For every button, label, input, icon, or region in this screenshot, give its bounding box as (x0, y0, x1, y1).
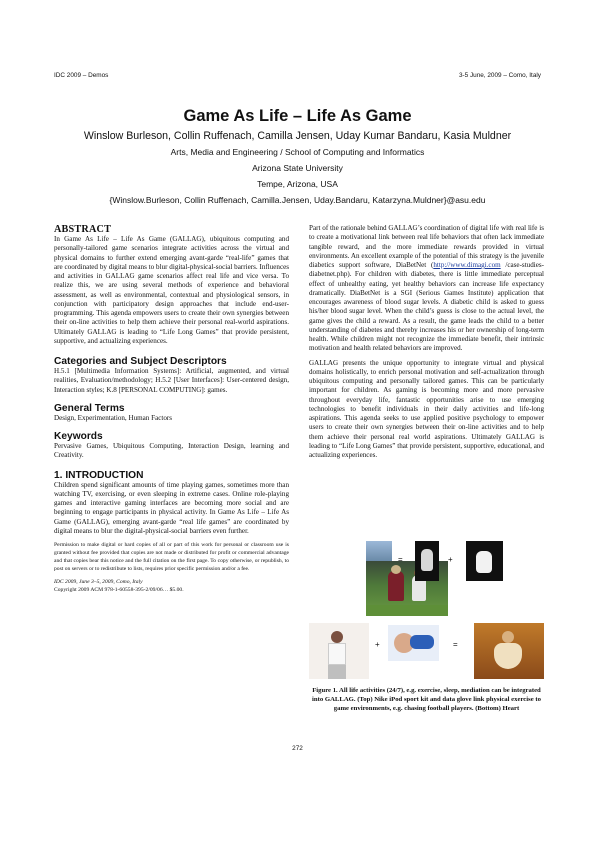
dimagi-link[interactable]: http://www.dimagi.com (433, 261, 501, 269)
author-emails: {Winslow.Burleson, Collin Ruffenach, Camilla.Jensen, Uday.Bandaru, Katarzyna.Muldner}@asu.edu (109, 195, 486, 205)
author-list: Winslow Burleson, Collin Ruffenach, Camilla Jensen, Uday Kumar Bandaru, Kasia Muldner (83, 130, 512, 142)
hand-glove-image (415, 541, 439, 581)
equals-sign-top: = (398, 555, 403, 564)
categories-text: H.5.1 [Multimedia Information Systems]: Artificial, augmented, and virtual realities, Evaluation/methodology; H.5.2 [User Interfaces]: User-centered design, Interaction styles; K.8 [PERSONAL COMPUTING]: games. (54, 367, 289, 394)
introduction-heading: 1. INTRODUCTION (54, 469, 144, 481)
data-glove-image (466, 541, 503, 581)
introduction-text: Children spend significant amounts of time playing games, sometimes more than watching TV, exercising, or even sleeping in extreme cases. Online role-playing games and interactive gaming interfaces are becoming more social and are beginning to engage participants in physical activity. In Game As Life – Life As Game (GALLAG), emerging avant-garde “real life games” are coordinated by digital means to blur the digital-physical-social barriers even further. (54, 480, 289, 535)
abstract-heading: ABSTRACT (54, 224, 112, 235)
permission-notice: Permission to make digital or hard copies of all or part of this work for personal or classroom use is granted without fee provided that copies are not made or distributed for profit or commercial advantage and that copies bear this notice and the full citation on the first page. To copy otherwise, or republish, to post on servers or to redistribute to lists, requires prior specific permission and/or a fee. (54, 542, 289, 572)
heart-rate-monitor-image (388, 625, 439, 661)
keywords-heading: Keywords (54, 431, 103, 442)
opportunity-paragraph: GALLAG presents the unique opportunity to integrate virtual and physical domains holistically, to enrich personal motivation and self-actualization through ubiquitous computing and personally tailored games. This can be particularly important for children. As gaming is becoming more and more pervasive throughout everyday life, fantastic opportunities arise to use emerging technologies to benefit individuals in their daily activities and life-long aspirations. This agenda seeks to use applied positive psychology to empower users to create their own synergies between their on-line activities and to help them achieve their personal real world aspirations. Ultimately GALLAG is leading to “Life Long Games” that provide persistent, supportive, educational, and actualizing experiences. (309, 358, 544, 459)
copyright-line: Copyright 2009 ACM 978-1-60558-395-2/09/06… $5.00. (54, 587, 184, 593)
page-number: 272 (292, 745, 303, 752)
categories-heading: Categories and Subject Descriptors (54, 356, 227, 367)
affiliation-city: Tempe, Arizona, USA (257, 179, 338, 189)
figure-caption: Figure 1. All life activities (24/7), e.g. exercise, sleep, mediation can be integrated into GALLAG. (Top) Nike iPod sport kit and data glove link physical exercise to game environments, e.g. chasing football players. (Bottom) Heart (312, 687, 541, 712)
person-sitting-image (309, 623, 369, 679)
general-terms-heading: General Terms (54, 402, 125, 414)
left-column (54, 224, 289, 594)
affiliation-university: Arizona State University (252, 163, 343, 173)
plus-sign-top: + (448, 555, 453, 564)
conference-line: IDC 2009, June 3–5, 2009, Como, Italy (54, 579, 143, 585)
equals-sign-bottom: = (453, 640, 458, 649)
stadium-thumbnail-image (366, 541, 392, 561)
rationale-paragraph: Part of the rationale behind GALLAG’s coordination of digital life with real life is to create a motivational link between real life behaviors that often lack immediate tangible reward, and the more immediate rewards provided in virtual environments. An excellent example of the potential of this strategy is the juvenile diabetics support software, DiaBetNet (http://www.dimagi.com /case-studies-diabetnet.php). For children with diabetes, there is little immediate perceptual effect of unhealthy eating, yet healthy behaviors can increase life expectancy dramatically. DiaBetNet is a SGI (Serious Games Institute) application that encourages awareness of blood sugar levels. A diabetic child is asked to guess his/her blood sugar level. When the child’s guess is close to the actual level, the game gives the child a reward. As a result, the game leads the child to a better understanding of diabetes and thereby increases his or her ownership of long-term health. While children might not recognize the immediate benefit, their intrinsic motivation and health related behaviors are improved. (309, 224, 544, 353)
plus-sign-bottom: + (375, 640, 380, 649)
meditation-avatar-image (474, 623, 544, 679)
abstract-text: In Game As Life – Life As Game (GALLAG), ubiquitous computing and personally-tailored game scenarios integrate activities across the virtual and physical domains to further extend emerging avant-garde “real-life” games that are coordinated by digital means to blur digital-physical-social barriers. Influences and activities in GALLAG game scenarios affect real life and vice versa. To realize this, we are using several methods of experience and behavioral assessment, as well as environmental, contextual and physiological sensors, in conjunction with participatory design approaches that include end-user-programming. This agenda empowers users to create their own synergies between their on-line activities to help them achieve their personal real-world aspirations. Ultimately GALLAG is leading to “Life Long Games” that provide persistent, supportive, and actualizing experiences. (54, 235, 289, 345)
keywords-text: Pervasive Games, Ubiquitous Computing, Interaction Design, learning and Creativity. (54, 442, 289, 460)
right-column (309, 224, 544, 460)
running-header-right: 3-5 June, 2009 – Como, Italy (458, 72, 541, 79)
general-terms-text: Design, Experimentation, Human Factors (54, 413, 173, 422)
running-header-left: IDC 2009 – Demos (54, 72, 109, 79)
paper-title: Game As Life – Life As Game (183, 107, 412, 125)
affiliation-dept: Arts, Media and Engineering / School of Computing and Informatics (170, 147, 425, 157)
